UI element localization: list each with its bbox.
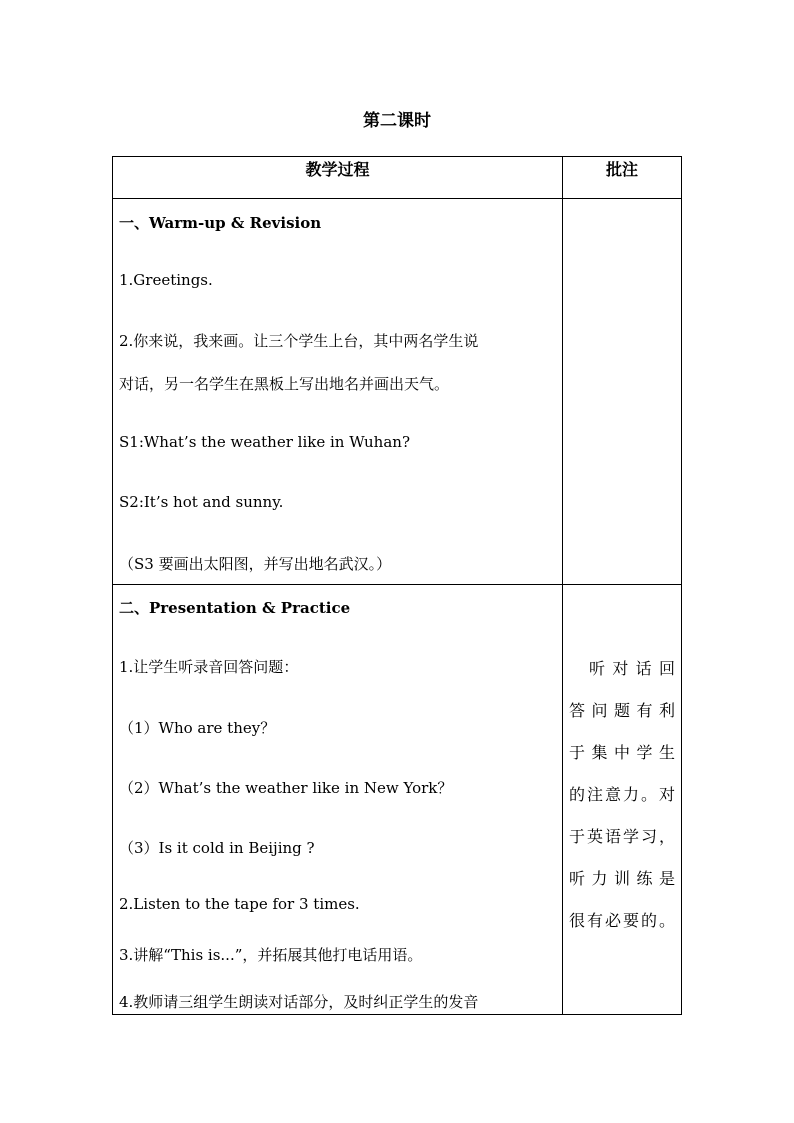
notes-cell-presentation (563, 585, 682, 1015)
column-header-process: 教学过程 (113, 157, 563, 199)
note-line: 于集中学生 (569, 743, 675, 762)
text-line: 4.教师请三组学生朗读对话部分，及时纠正学生的发音 (119, 993, 479, 1011)
note-line: 答问题有利 (569, 701, 675, 720)
table-row (113, 585, 682, 1015)
note-line: 于英语学习， (569, 827, 675, 846)
process-cell-presentation (113, 585, 563, 1015)
text-line: 2.Listen to the tape for 3 times. (119, 895, 360, 913)
note-line: 听力训练是 (569, 869, 675, 888)
question-line: （2）What’s the weather like in New York？ (119, 779, 453, 797)
text-line: S2:It’s hot and sunny. (119, 493, 284, 511)
note-line: 很有必要的。 (569, 911, 675, 930)
text-line: S1:What’s the weather like in Wuhan? (119, 433, 410, 451)
text-line: 1.让学生听录音回答问题： (119, 658, 299, 676)
text-line: （S3 要画出太阳图，并写出地名武汉。） (119, 555, 392, 573)
text-line: 对话，另一名学生在黑板上写出地名并画出天气。 (119, 375, 450, 393)
text-line: 2.你来说，我来画。让三个学生上台，其中两名学生说 (119, 332, 479, 350)
note-line: 听对话回 (589, 659, 675, 678)
column-header-notes: 批注 (563, 157, 682, 199)
lesson-table (112, 156, 682, 1015)
notes-cell-warmup (563, 199, 682, 585)
page-title: 第二课时 (363, 111, 431, 131)
table-header-row (113, 157, 682, 199)
process-cell-warmup (113, 199, 563, 585)
question-line: （1）Who are they？ (119, 719, 276, 737)
question-line: （3）Is it cold in Beijing ? (119, 839, 315, 857)
text-line: 3.讲解“This is...”，并拓展其他打电话用语。 (119, 946, 423, 964)
section-heading-presentation: 二、Presentation & Practice (119, 599, 351, 617)
note-line: 的注意力。对 (569, 785, 675, 804)
text-line: 1.Greetings. (119, 271, 213, 289)
table-row (113, 199, 682, 585)
section-heading-warmup: 一、Warm-up & Revision (119, 214, 322, 232)
